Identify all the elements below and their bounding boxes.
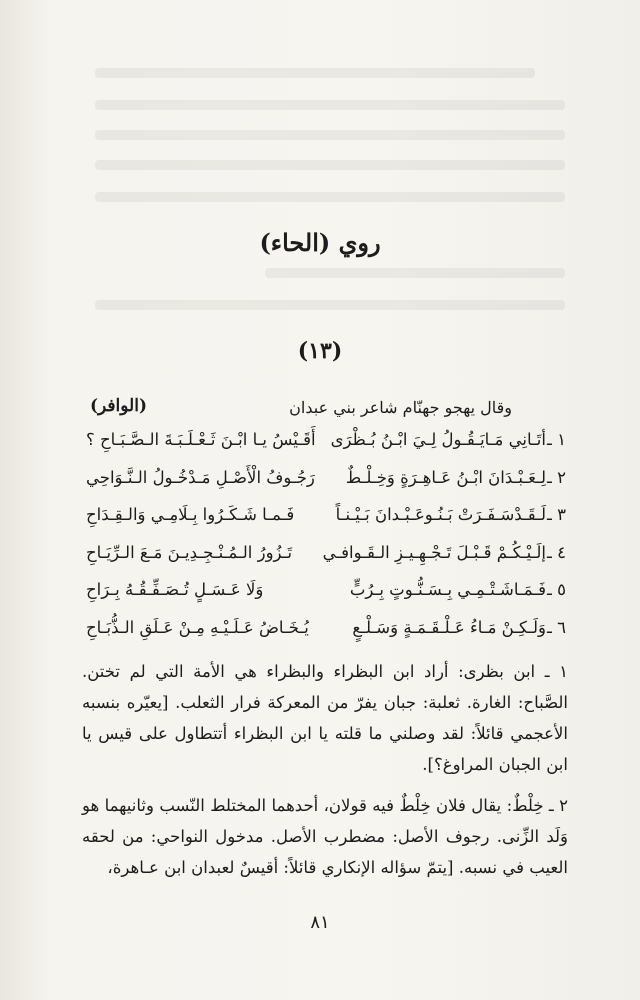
verse-line (86, 430, 566, 468)
poem-intro (90, 396, 560, 422)
bleed-through-line (265, 268, 565, 278)
verse-number: ٥ ـ (547, 580, 566, 599)
footnotes (82, 656, 568, 893)
verse-second-hemistich: وَلَا عَـسَـلٍ تُـصَـفِّـقُـهُ بِـرَاحِ (86, 580, 264, 599)
verse-second-hemistich: رَجُـوفُ الْأَصْـلِ مَـدْخُـولُ الـنَّـوَاحِي (86, 467, 315, 487)
bleed-through-line (95, 192, 565, 202)
bleed-through-line (95, 100, 565, 110)
bleed-through-line (95, 130, 565, 140)
verse-line (86, 580, 566, 618)
verse-number: ٢ ـ (547, 467, 566, 487)
verse-line (86, 543, 566, 581)
footnote (82, 790, 568, 883)
verse-first-hemistich: وَلَـكِـنْ مَـاءُ عَـلْـقَـمَـةٍ وَسَـلْـعٍ (352, 617, 546, 637)
meter-label: (الوافر) (90, 396, 148, 416)
bleed-through-line (95, 300, 565, 310)
verse-second-hemistich: تَـزُورُ الـمُـنْـجِـدِيـنَ مَـعَ الـرِّيَـاحِ (86, 542, 293, 562)
footnote (82, 656, 568, 780)
verse-number: ١ ـ (547, 430, 566, 449)
verse-first-hemistich: لَـقَـدْسَـفَـرَتْ بَـنُـوعَـبْـدانَ بَـيْـنـاً (335, 505, 546, 524)
verse-first-hemistich: إلَـيْـكُـمْ قَـبْـلَ تَـجْـهِـيـزِ الـقَـوافـي (322, 542, 546, 562)
verse-number: ٦ ـ (547, 617, 566, 637)
verse-second-hemistich: أَقَـيْسُ يـا ابْـنَ ثَـعْـلَـبَـةَ الـصَّـبَـاحِ ؟ (86, 430, 316, 449)
verse-line (86, 505, 566, 543)
intro-text: وقال يهجو جهنّام شاعر بني عبدان (289, 398, 512, 417)
verse-number: ٤ ـ (547, 542, 566, 562)
bleed-through-line (95, 68, 535, 78)
verse-first-hemistich: فَـمَـاشَـتْـمِـي بِـسَـنُّـوتٍ بِـرُبٍّ (349, 580, 546, 599)
footnote-text: ١ ـ ابن بظرى: أراد ابن البظراء والبظراء هي الأمة التي لم تختن. الصَّباح: الغارة. ثعلبة: جبان يفرّ من المعركة فرار الثعلب. [يعيّره بنسبه الأعجمي قائلاً: لقد وصلني ما قلته يا ابن البظراء أتتطاول على قيس يا ابن الجبان المراوغ؟]. (82, 662, 568, 774)
verse-first-hemistich: لِـعَـبْـدَانَ ابْـنُ عَـاهِـرَةٍ وَخِـلْـطٌ (345, 467, 546, 487)
verse-second-hemistich: يُـخَـاضُ عَـلَـيْـهِ مِـنْ عَـلَقِ الـذُّبَـاحِ (86, 617, 309, 637)
verse-second-hemistich: فَـمـا شَـكَـرُوا بِـلَامِـي وَالـقِـدَاحِ (86, 505, 295, 524)
section-title: روي (الحاء) (259, 228, 381, 257)
verse-number: ٣ ـ (547, 505, 566, 524)
verse-line (86, 468, 566, 506)
footnote-text: ٢ ـ خِلْطٌ: يقال فلان خِلْطٌ فيه قولان، أحدهما المختلط النّسب وثانيهما هو وَلَد الزِّنى. رجوف الأصل: مضطرب الأصل. مدخول النواحي: من لحقه العيب في نسبه. [يتمّ سؤاله الإنكاري قائلاً: أقيسٌ لعبدان ابن عـاهرة، (82, 796, 568, 877)
verse-first-hemistich: أتَـانِي مَـايَـقُـولُ لِـيَ ابْـنُ بُـظْرَى (330, 430, 546, 449)
poem-verses (86, 430, 566, 655)
poem-number: (١٣) (297, 338, 343, 364)
verse-line (86, 618, 566, 656)
bleed-through-line (95, 160, 565, 170)
page-number: ٨١ (310, 912, 330, 933)
